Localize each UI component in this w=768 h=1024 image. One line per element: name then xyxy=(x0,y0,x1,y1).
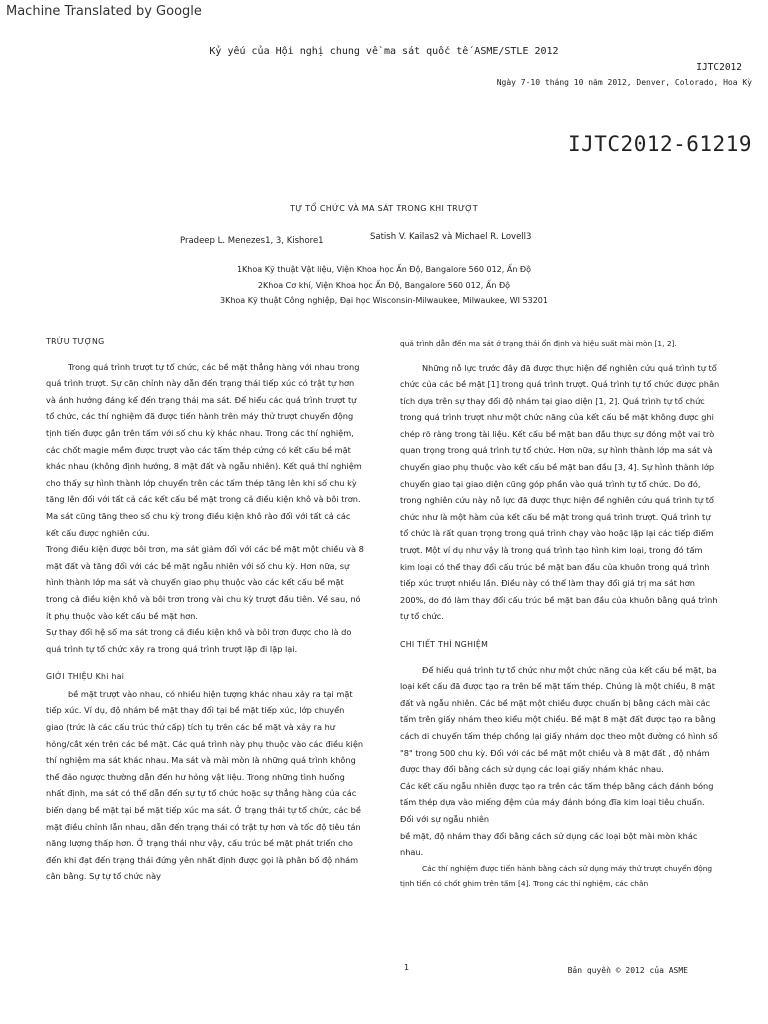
conference-dates: Ngày 7-10 tháng 10 năm 2012, Denver, Colorado, Hoa Kỳ xyxy=(496,78,752,87)
page-number: 1 xyxy=(404,963,410,972)
copyright-notice: Bản quyền © 2012 của ASME xyxy=(567,966,688,975)
experimental-paragraph-1: Để hiểu quá trình tự tổ chức như một chức năng của kết cấu bề mặt, ba loại kết cấu đã được tạo ra trên bề mặt tấm thép. Chúng là một chiều, 8 mặt đất và ngẫu nhiên. Các bề mặt một chiều được chuẩn bị bằng cách mài các tấm trên giấy nhám theo kiểu một chiều. Bề mặt 8 mặt đất được tạo ra bằng cách di chuyển tấm thép chồng lại giấy nhám dọc theo một đường có hình số "8" trong 500 chu kỳ. Đối với các bề mặt một chiều và 8 mặt đất , độ nhám được thay đổi bằng cách sử dụng các loại giấy nhám khác nhau. xyxy=(400,664,718,775)
introduction-paragraph: bề mặt trượt vào nhau, có nhiều hiện tượng khác nhau xảy ra tại mặt tiếp xúc. Ví dụ, độ nhám bề mặt thay đổi tại bề mặt tiếp xúc, lớp chuyển giao (trức là các cấu trúc thứ cấp) tích tụ trên các bề mặt và xảy ra hư hỏng/cắt xén trên các bề mặt. Các quá trình này phụ thuộc vào các điều kiện thí nghiệm ma sát khác nhau. Ma sát và mài mòn là những quá trình không thể đảo ngược thường dẫn đến hư hỏng vật liệu. Trong những tình huống nhất định, ma sát có thể dẫn đến sự tự tổ chức hoặc sự thẳng hàng của các biến dạng bề mặt tại bề mặt tiếp xúc ma sát. Ở trạng thái tự tổ chức, các bề mặt điều chỉnh lẫn nhau, dẫn đến trạng thái có trật tự hơn và tốc độ tiêu tán năng lượng thấp hơn. Ở trạng thái như vậy, cấu trúc bề mặt phát triển cho đến khi đạt đến trạng thái đứng yên nhất định được gọi là phân bố độ nhám cân bằng. Sự tự tổ chức này xyxy=(46,688,364,882)
affiliation-3: 3Khoa Kỹ thuật Công nghiệp, Đại học Wisconsin-Milwaukee, Milwaukee, WI 53201 xyxy=(220,296,548,305)
affiliation-1: 1Khoa Kỹ thuật Vật liệu, Viện Khoa học Ấn Độ, Bangalore 560 012, Ấn Độ xyxy=(236,265,532,274)
abstract-paragraph-3: Sự thay đổi hệ số ma sát trong cả điều kiện khô và bôi trơn được cho là do quá trình tự tổ chức xảy ra trong quá trình trượt lặp đi lặp lại. xyxy=(46,627,352,654)
affiliation-2: 2Khoa Cơ khí, Viện Khoa học Ấn Độ, Bangalore 560 012, Ấn Độ xyxy=(257,281,511,290)
abstract-paragraph-2: Trong điều kiện được bôi trơn, ma sát giảm đối với các bề mặt một chiều và 8 mặt đất và tăng đối với các bề mặt ngẫu nhiên với số chu kỳ. Hơn nữa, sự hình thành lớp ma sát và chuyển giao phụ thuộc vào các kết cấu bề mặt trong cả điều kiện khô và bôi trơn trong vài chu kỳ trượt đầu tiên. Về sau, nó ít phụ thuộc vào kết cấu bề mặt hơn. xyxy=(46,544,364,621)
experimental-paragraph-2: Các kết cấu ngẫu nhiên được tạo ra trên các tấm thép bằng cách đánh bóng tấm thép dựa vào miếng đệm của máy đánh bóng đĩa kim loại tiêu chuẩn. Đối với sự ngẫu nhiên xyxy=(400,780,714,824)
abstract-heading: TRỪU TƯỢNG xyxy=(46,337,105,346)
machine-translation-banner: Machine Translated by Google xyxy=(6,4,202,19)
background-paragraph: Những nỗ lực trước đây đã được thực hiện để nghiên cứu quá trình tự tổ chức của các bề mặt [1] trong quá trình trượt. Quá trình tự tổ chức được phân tích dựa trên sự thay đổi độ nhám tại giao diện [1, 2]. Quá trình tự tổ chức trong quá trình trượt như một chức năng của kết cấu bề mặt không được ghi chép rõ ràng trong tài liệu. Kết cấu bề mặt ban đầu thực sự đóng một vai trò quan trọng trong quá trình tự tổ chức. Hơn nữa, sự hình thành lớp ma sát và chuyển giao phụ thuộc vào kết cấu bề mặt ban đầu [3, 4]. Sự hình thành lớp chuyển giao tại giao diện cũng góp phần vào quá trình tự tổ chức. Do đó, trong nghiên cứu này nỗ lực đã được thực hiện để nghiên cứu quá trình tự tổ chức như là một hàm của kết cấu bề mặt trong quá trình trượt. Quá trình tự tổ chức là rất quan trọng trong quá trình chạy vào hoặc lặp lại các tiếp điểm trượt. Một ví dụ như vậy là trong quá trình tạo hình kim loại, trong đó tấm kim loại có thể thay đổi cấu trúc bề mặt ban đầu của khuôn trong quá trình tiếp xúc trượt nhiều lần. Điều này có thể làm thay đổi giá trị ma sát hơn 200%, do đó làm thay đổi cấu trúc bề mặt ban đầu của khuôn bằng quá trình tự tổ chức. xyxy=(400,362,720,622)
conference-proceedings: Kỷ yếu của Hội nghị chung về ma sát quốc tế ASME/STLE 2012 xyxy=(209,46,559,57)
right-column xyxy=(400,336,720,892)
continued-paragraph: quá trình dẫn đến ma sát ở trạng thái ổn định và hiệu suất mài mòn [1, 2]. xyxy=(400,339,677,348)
left-column xyxy=(46,334,364,885)
authors-part2: Satish V. Kailas2 và Michael R. Lovell3 xyxy=(370,232,532,242)
abstract-paragraph-1: Trong quá trình trượt tự tổ chức, các bề mặt thẳng hàng với nhau trong quá trình trượt. Sự căn chỉnh này dẫn đến trạng thái tiếp xúc có trật tự hơn và ánh hưởng đáng kể đến trạng thái ma sát. Để hiểu các quá trình trượt tự tổ chức, các thí nghiệm đã được tiến hành trên máy thử trượt chuyển động tịnh tiến được gắn trên tấm với số chu kỳ khác nhau. Trong các thí nghiệm, các chốt magie mềm được trượt vào các tấm thép cứng có kết cấu bề mặt khác nhau (không định hướng, 8 mặt đất và ngẫu nhiên). Kết quả thí nghiệm cho thấy sự hình thành lớp chuyển trên các tấm thép tăng lên khi số chu kỳ tăng lên đối với tất cả các kết cấu bề mặt trong cả điều kiện khô và bôi trơn. Ma sát cũng tăng theo số chu kỳ trong điều kiện khô rào đối với tất cả các kết cấu được nghiên cứu. xyxy=(46,361,362,538)
paper-title: TỰ TỔ CHỨC VÀ MA SÁT TRONG KHI TRƯỢT xyxy=(290,204,478,213)
experimental-heading: CHI TIẾT THÍ NGHIỆM xyxy=(400,640,489,649)
experimental-paragraph-4: Các thí nghiệm được tiến hành bằng cách sử dụng máy thử trượt chuyển động tịnh tiến có chốt ghim trên tấm [4]. Trong các thí nghiệm, các chân xyxy=(400,863,713,889)
introduction-heading: GIỚI THIỆU Khi hai xyxy=(46,672,125,682)
authors-part1: Pradeep L. Menezes1, 3, Kishore1 xyxy=(180,236,324,246)
experimental-paragraph-3: bề mặt, độ nhám thay đổi bằng cách sử dụng các loại bột mài mòn khác nhau. xyxy=(400,830,698,858)
conference-short-id: IJTC2012 xyxy=(696,62,742,73)
paper-id: IJTC2012-61219 xyxy=(567,132,752,156)
